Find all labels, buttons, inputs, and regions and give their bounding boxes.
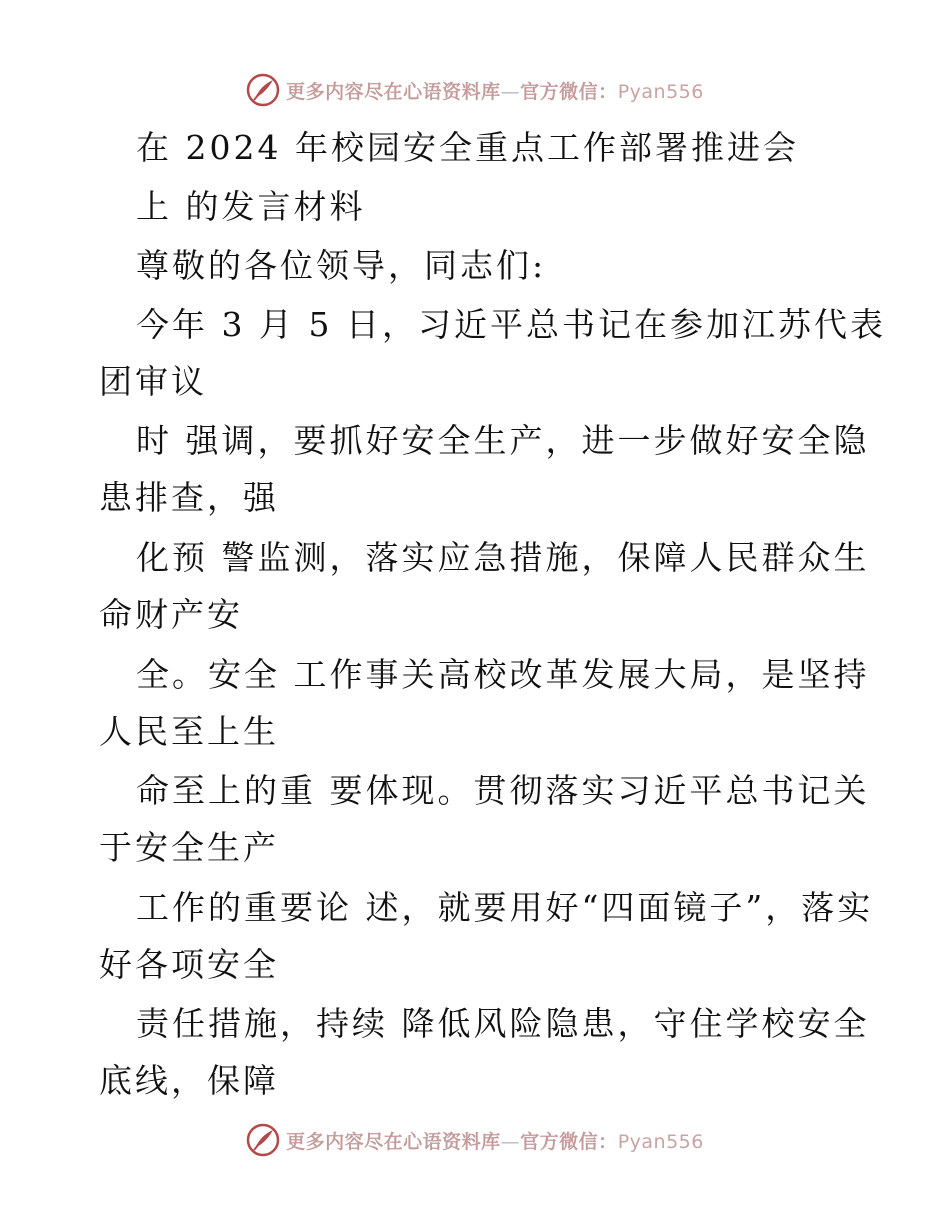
watermark-wechat-id: Pyan556	[617, 1130, 704, 1153]
paragraph-line: 好各项安全	[99, 945, 279, 984]
watermark-wechat-label: 官方微信：	[520, 1130, 618, 1153]
paragraph-line: 时 强调，要抓好安全生产，进一步做好安全隐	[136, 421, 870, 460]
paragraph-line: 命财产安	[99, 595, 243, 634]
paragraph-line: 今年 3 月 5 日，习近平总书记在参加江苏代表	[136, 305, 886, 344]
paragraph-line: 人民至上生	[99, 712, 279, 751]
paragraph-line: 化预 警监测，落实应急措施，保障人民群众生	[136, 538, 870, 577]
paragraph-line: 底线，保障	[99, 1061, 279, 1100]
paragraph-line: 工作的重要论 述，就要用好“四面镜子”，落实	[136, 888, 874, 927]
paragraph-line: 责任措施，持续 降低风险隐患，守住学校安全	[136, 1004, 870, 1043]
title-line-2: 上 的发言材料	[136, 187, 366, 226]
paragraph-line: 团审议	[99, 362, 207, 401]
watermark-text	[286, 77, 704, 104]
paragraph-line: 命至上的重 要体现。贯彻落实习近平总书记关	[136, 771, 870, 810]
watermark-site: 更多内容尽在心语资料库	[286, 80, 501, 103]
watermark-site: 更多内容尽在心语资料库	[286, 1130, 501, 1153]
footer-watermark	[0, 1120, 950, 1160]
header-watermark	[0, 70, 950, 110]
greeting: 尊敬的各位领导，同志们:	[136, 246, 547, 285]
paragraph-line: 患排查，强	[99, 478, 279, 517]
watermark-text	[286, 1127, 704, 1154]
watermark-separator: —	[500, 80, 521, 103]
paragraph-line: 全。安全 工作事关高校改革发展大局，是坚持	[136, 655, 870, 694]
quill-logo-icon	[246, 1123, 280, 1157]
watermark-wechat-label: 官方微信：	[520, 80, 618, 103]
watermark-separator: —	[500, 1130, 521, 1153]
paragraph-line: 于安全生产	[99, 828, 279, 867]
quill-logo-icon	[246, 73, 280, 107]
watermark-wechat-id: Pyan556	[617, 80, 704, 103]
title-line-1: 在 2024 年校园安全重点工作部署推进会	[136, 128, 799, 167]
